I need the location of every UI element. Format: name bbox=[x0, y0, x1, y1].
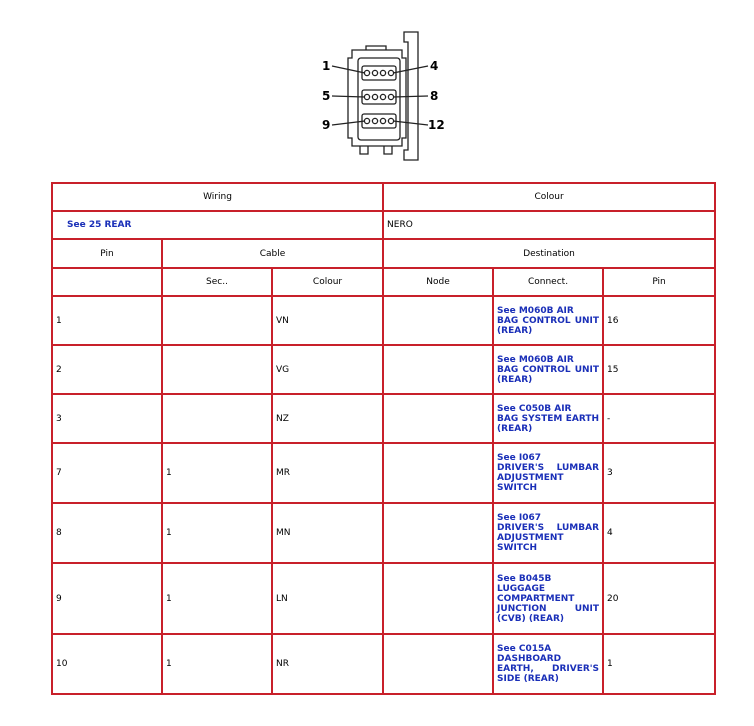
connect-see: See C015A bbox=[497, 644, 552, 654]
connect-rest: BAG CONTROL UNIT (REAR) bbox=[497, 315, 600, 336]
sec-cell bbox=[162, 345, 272, 394]
wiring-header: Wiring bbox=[52, 183, 383, 211]
sec-column-header: Sec.. bbox=[162, 268, 272, 296]
cable-colour-column-header: Colour bbox=[272, 268, 383, 296]
connect-link[interactable] bbox=[493, 345, 603, 394]
pin-column-header: Pin bbox=[52, 239, 162, 268]
table-row bbox=[52, 345, 715, 394]
pin-cell: 7 bbox=[52, 443, 162, 503]
colour-cell: LN bbox=[272, 563, 383, 634]
table-row bbox=[52, 563, 715, 634]
connect-link[interactable] bbox=[493, 503, 603, 563]
dest-pin-cell: 20 bbox=[603, 563, 715, 634]
node-cell bbox=[383, 296, 493, 345]
sec-cell: 1 bbox=[162, 634, 272, 694]
colour-cell: VG bbox=[272, 345, 383, 394]
connect-see: See B045B bbox=[497, 573, 552, 584]
cable-column-header: Cable bbox=[162, 239, 383, 268]
pin-cell: 1 bbox=[52, 296, 162, 345]
connect-link[interactable] bbox=[493, 296, 603, 345]
node-cell bbox=[383, 345, 493, 394]
table-header-row bbox=[52, 183, 715, 211]
column-group-row bbox=[52, 239, 715, 268]
wiring-table bbox=[51, 182, 716, 695]
connect-link[interactable] bbox=[493, 394, 603, 443]
table-row bbox=[52, 394, 715, 443]
table-row bbox=[52, 443, 715, 503]
dest-pin-cell: - bbox=[603, 394, 715, 443]
colour-cell: NZ bbox=[272, 394, 383, 443]
connect-see: See I067 bbox=[497, 513, 541, 523]
destination-column-header: Destination bbox=[383, 239, 715, 268]
connect-rest: BAG CONTROL UNIT (REAR) bbox=[497, 364, 600, 385]
dest-pin-cell: 16 bbox=[603, 296, 715, 345]
pin-label-9: 9 bbox=[322, 118, 331, 132]
colour-cell: MN bbox=[272, 503, 383, 563]
table-row bbox=[52, 296, 715, 345]
pin-cell: 2 bbox=[52, 345, 162, 394]
pin-label-5: 5 bbox=[322, 89, 331, 103]
connect-rest: DRIVER'S LUMBAR ADJUSTMENT SWITCH bbox=[497, 523, 600, 553]
node-cell bbox=[383, 503, 493, 563]
connect-rest: LUGGAGE COMPARTMENT JUNCTION UNIT (CVB) (REAR) bbox=[497, 583, 600, 624]
connect-link[interactable] bbox=[493, 443, 603, 503]
connector-diagram bbox=[310, 28, 450, 163]
pin-label-12: 12 bbox=[428, 118, 445, 132]
node-cell bbox=[383, 443, 493, 503]
column-sub-header-row bbox=[52, 268, 715, 296]
node-cell bbox=[383, 394, 493, 443]
dest-pin-cell: 4 bbox=[603, 503, 715, 563]
dest-pin-column-header: Pin bbox=[603, 268, 715, 296]
dest-pin-cell: 3 bbox=[603, 443, 715, 503]
pin-cell: 3 bbox=[52, 394, 162, 443]
pin-cell: 9 bbox=[52, 563, 162, 634]
colour-cell: NR bbox=[272, 634, 383, 694]
pin-label-8: 8 bbox=[430, 89, 439, 103]
pin-cell: 10 bbox=[52, 634, 162, 694]
connect-rest: DRIVER'S LUMBAR ADJUSTMENT SWITCH bbox=[497, 463, 600, 493]
wiring-reference-link[interactable]: See 25 REAR bbox=[52, 211, 383, 239]
sec-cell: 1 bbox=[162, 563, 272, 634]
colour-cell: MR bbox=[272, 443, 383, 503]
pin-cell: 8 bbox=[52, 503, 162, 563]
connect-see: See I067 bbox=[497, 453, 541, 463]
connect-rest: DASHBOARD EARTH, DRIVER'S SIDE (REAR) bbox=[497, 654, 600, 684]
wiring-info-row bbox=[52, 211, 715, 239]
sec-cell: 1 bbox=[162, 443, 272, 503]
empty-sub-header bbox=[52, 268, 162, 296]
node-column-header: Node bbox=[383, 268, 493, 296]
connect-link[interactable] bbox=[493, 563, 603, 634]
connect-see: See M060B AIR bbox=[497, 354, 574, 365]
colour-header: Colour bbox=[383, 183, 715, 211]
dest-pin-cell: 1 bbox=[603, 634, 715, 694]
pin-label-4: 4 bbox=[430, 59, 439, 73]
wiring-colour-value: NERO bbox=[383, 211, 715, 239]
node-cell bbox=[383, 563, 493, 634]
sec-cell bbox=[162, 296, 272, 345]
pin-label-1: 1 bbox=[322, 59, 331, 73]
connect-link[interactable] bbox=[493, 634, 603, 694]
connect-rest: BAG SYSTEM EARTH (REAR) bbox=[497, 413, 600, 434]
sec-cell bbox=[162, 394, 272, 443]
sec-cell: 1 bbox=[162, 503, 272, 563]
dest-pin-cell: 15 bbox=[603, 345, 715, 394]
colour-cell: VN bbox=[272, 296, 383, 345]
connect-see: See C050B AIR bbox=[497, 403, 572, 414]
connect-column-header: Connect. bbox=[493, 268, 603, 296]
table-row bbox=[52, 634, 715, 694]
connect-see: See M060B AIR bbox=[497, 305, 574, 316]
node-cell bbox=[383, 634, 493, 694]
table-row bbox=[52, 503, 715, 563]
